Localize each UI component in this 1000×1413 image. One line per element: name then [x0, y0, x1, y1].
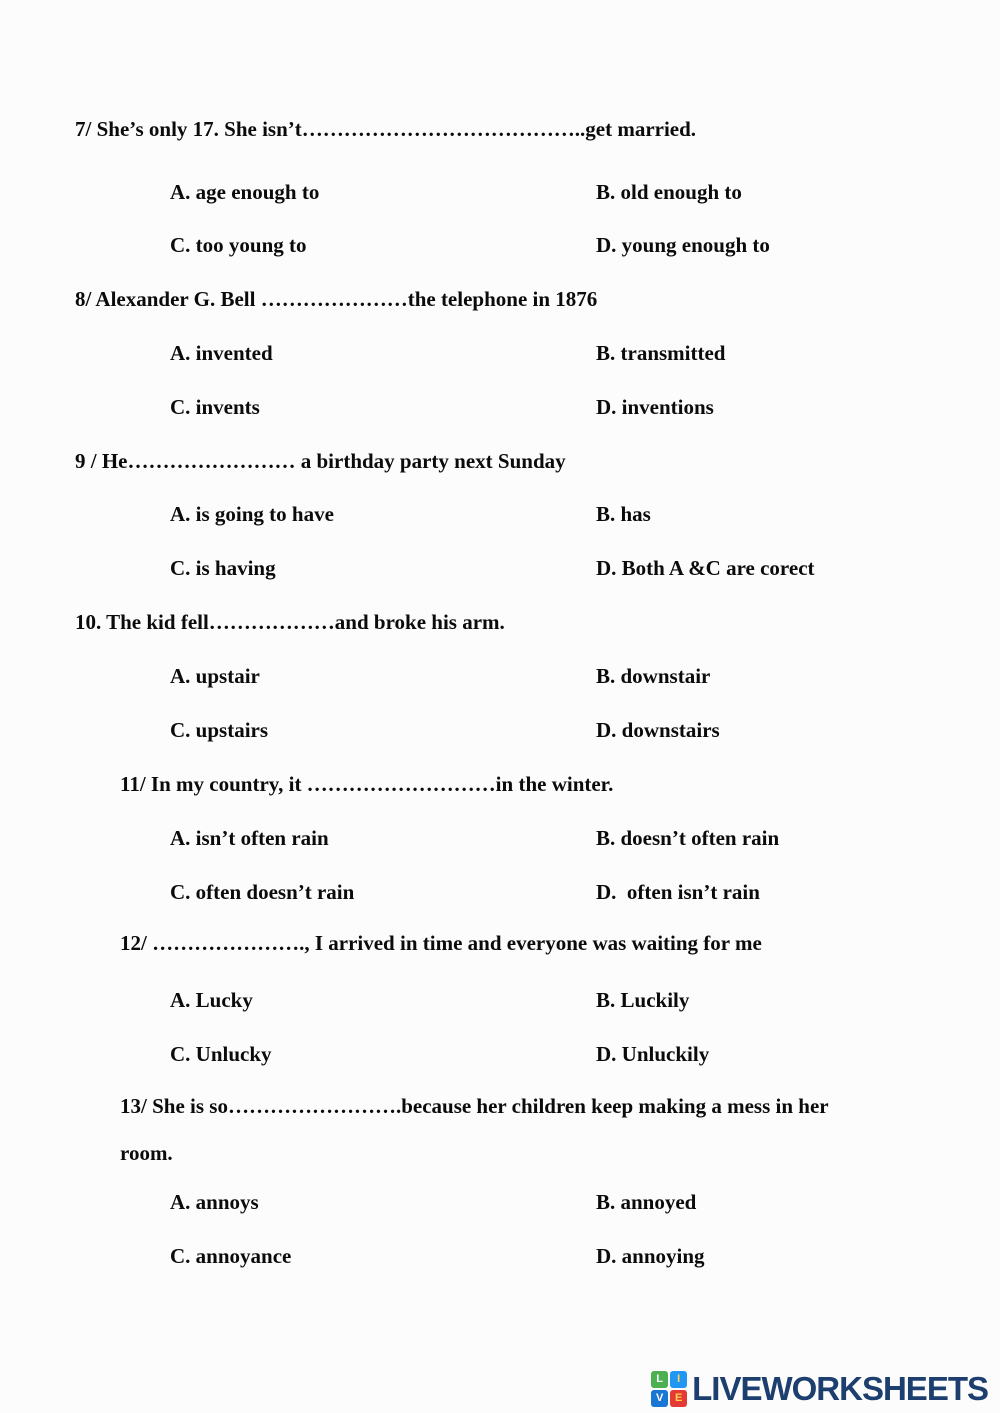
question-13-text-line2: room.	[120, 1141, 173, 1165]
question-8-option-d[interactable]: D. inventions	[596, 395, 714, 419]
options-row	[0, 825, 1000, 851]
logo-tile-i: I	[670, 1371, 687, 1388]
question-7-option-a[interactable]: A. age enough to	[170, 180, 320, 204]
question-8-option-c[interactable]: C. invents	[170, 395, 260, 419]
options-row	[0, 717, 1000, 743]
question-11-text: 11/ In my country, it ………………………in the winter.	[120, 772, 614, 796]
options-row	[0, 179, 1000, 205]
question-9-text: 9 / He…………………… a birthday party next Sunday	[75, 449, 566, 473]
options-row	[0, 879, 1000, 905]
options-row	[0, 1189, 1000, 1215]
question-row	[0, 1093, 1000, 1119]
options-row	[0, 555, 1000, 581]
question-12-option-d[interactable]: D. Unluckily	[596, 1042, 710, 1066]
question-12-option-c[interactable]: C. Unlucky	[170, 1042, 272, 1066]
options-row	[0, 1041, 1000, 1067]
question-11-option-c[interactable]: C. often doesn’t rain	[170, 880, 355, 904]
logo-tile-l: L	[651, 1371, 668, 1388]
question-8-text: 8/ Alexander G. Bell …………………the telephone in 1876	[75, 287, 598, 311]
options-row	[0, 394, 1000, 420]
options-row	[0, 501, 1000, 527]
question-row	[0, 286, 1000, 312]
question-8-option-a[interactable]: A. invented	[170, 341, 273, 365]
logo-tile-v: V	[651, 1390, 668, 1407]
question-13-option-d[interactable]: D. annoying	[596, 1244, 705, 1268]
question-12-option-a[interactable]: A. Lucky	[170, 988, 253, 1012]
question-11-option-a[interactable]: A. isn’t often rain	[170, 826, 329, 850]
question-11-option-b[interactable]: B. doesn’t often rain	[596, 826, 780, 850]
question-9-option-c[interactable]: C. is having	[170, 556, 276, 580]
question-13-option-a[interactable]: A. annoys	[170, 1190, 259, 1214]
question-13-text-line1: 13/ She is so…………………….because her children keep making a mess in her	[120, 1094, 829, 1118]
question-12-text: 12/ …………………., I arrived in time and everyone was waiting for me	[120, 931, 762, 955]
question-row	[0, 1140, 1000, 1166]
question-row	[0, 609, 1000, 635]
question-13-option-c[interactable]: C. annoyance	[170, 1244, 292, 1268]
liveworksheets-brand-text: LIVEWORKSHEETS	[692, 1370, 988, 1407]
options-row	[0, 987, 1000, 1013]
question-row	[0, 771, 1000, 797]
question-10-option-a[interactable]: A. upstair	[170, 664, 260, 688]
question-7-option-c[interactable]: C. too young to	[170, 233, 307, 257]
question-8-option-b[interactable]: B. transmitted	[596, 341, 726, 365]
question-7-option-d[interactable]: D. young enough to	[596, 233, 770, 257]
question-9-option-a[interactable]: A. is going to have	[170, 502, 334, 526]
question-7-option-b[interactable]: B. old enough to	[596, 180, 742, 204]
question-10-text: 10. The kid fell………………and broke his arm.	[75, 610, 505, 634]
options-row	[0, 340, 1000, 366]
question-10-option-d[interactable]: D. downstairs	[596, 718, 720, 742]
logo-tile-e: E	[670, 1390, 687, 1407]
question-row	[0, 448, 1000, 474]
question-9-option-b[interactable]: B. has	[596, 502, 651, 526]
question-13-option-b[interactable]: B. annoyed	[596, 1190, 697, 1214]
question-row	[0, 116, 1000, 142]
question-9-option-d[interactable]: D. Both A &C are corect	[596, 556, 815, 580]
question-10-option-c[interactable]: C. upstairs	[170, 718, 269, 742]
options-row	[0, 663, 1000, 689]
options-row	[0, 232, 1000, 258]
question-11-option-d[interactable]: D. often isn’t rain	[596, 880, 760, 904]
options-row	[0, 1243, 1000, 1269]
liveworksheets-logo	[651, 1370, 988, 1408]
question-12-option-b[interactable]: B. Luckily	[596, 988, 690, 1012]
question-10-option-b[interactable]: B. downstair	[596, 664, 711, 688]
question-row	[0, 930, 1000, 956]
liveworksheets-tiles-icon	[651, 1371, 687, 1407]
question-7-text: 7/ She’s only 17. She isn’t…………………………………..get married.	[75, 117, 697, 141]
